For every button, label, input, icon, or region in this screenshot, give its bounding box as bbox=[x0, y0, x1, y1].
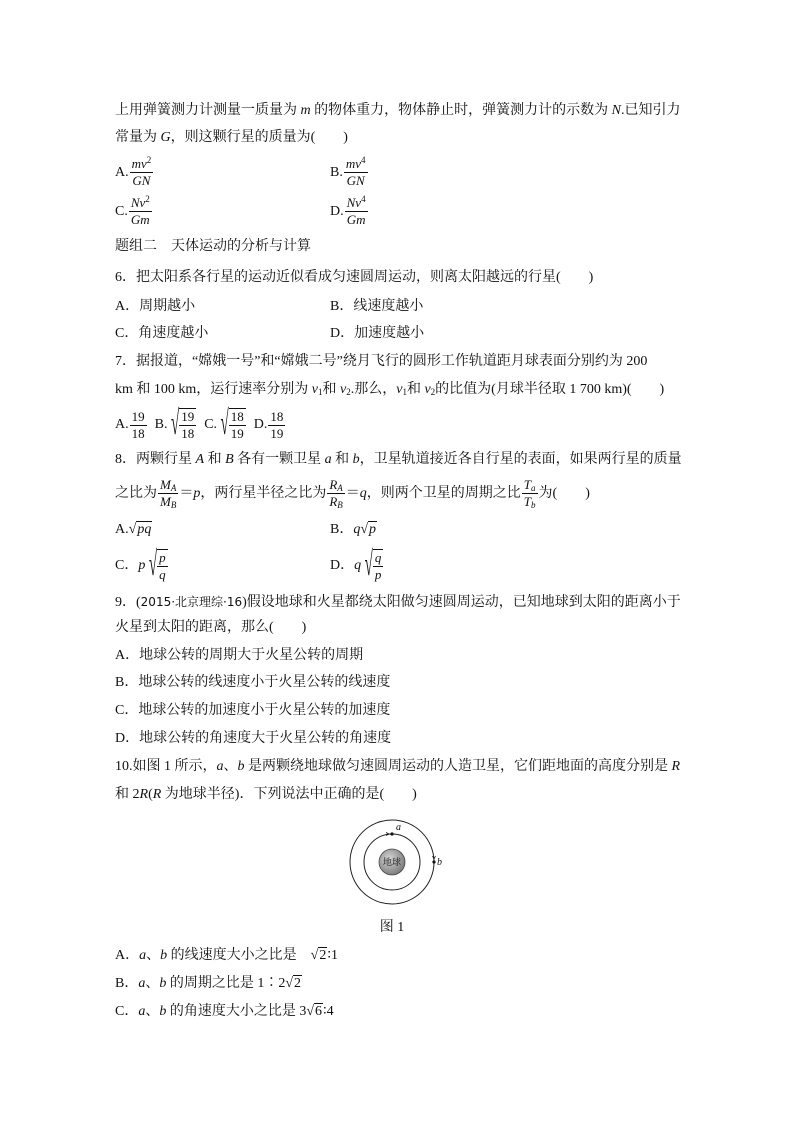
q5-option-a bbox=[115, 153, 154, 193]
q8-stem-line-1 bbox=[115, 450, 682, 470]
radical-sign: √ bbox=[285, 976, 294, 991]
q8-text: ，卫星轨道接近各自行星的表面，如果两行星的质量 bbox=[359, 452, 682, 467]
q9-source: 2015·北京理综·16 bbox=[140, 595, 243, 609]
coefficient: q bbox=[353, 522, 361, 537]
q7-var-v: v bbox=[396, 382, 403, 397]
numerator: 18 bbox=[230, 409, 244, 424]
option-label: A． bbox=[115, 948, 140, 963]
q8-option-d bbox=[330, 546, 384, 586]
fraction bbox=[130, 156, 154, 189]
q7-var-v: v bbox=[424, 382, 431, 397]
q5-option-d bbox=[330, 192, 369, 232]
option-label: A. bbox=[115, 522, 129, 537]
q10-option-b bbox=[115, 974, 302, 994]
equals: ＝ bbox=[345, 486, 360, 501]
option-text: 的角速度大小之比是 3 bbox=[166, 1004, 307, 1019]
q7-var-v: v bbox=[311, 382, 318, 397]
q6-option-d: D．加速度越小 bbox=[330, 326, 425, 341]
q6-stem: 6．把太阳系各行星的运动近似看成匀速圆周运动，则离太阳越远的行星( ) bbox=[115, 270, 594, 285]
q10-text: 是两颗绕地球做匀速圆周运动的人造卫星，它们距地面的高度分别是 bbox=[244, 759, 672, 774]
q7-stem-line-2 bbox=[115, 380, 664, 400]
q7-text: 和 bbox=[406, 382, 425, 397]
radical-sign: √ bbox=[364, 547, 373, 585]
numerator-text: Nv bbox=[346, 195, 362, 211]
radicand-fraction bbox=[373, 549, 384, 583]
numerator: 19 bbox=[181, 409, 195, 424]
option-label: B． bbox=[115, 976, 139, 991]
equals: ＝ bbox=[179, 486, 194, 501]
q10-text: 10.如图 1 所示， bbox=[115, 759, 217, 774]
numerator-var: M bbox=[160, 477, 171, 493]
q5-var-g: G bbox=[160, 130, 171, 145]
numerator bbox=[345, 195, 368, 212]
q8-var-p: p bbox=[193, 486, 201, 501]
q10-var-a: a bbox=[216, 759, 224, 774]
denominator-var: R bbox=[329, 494, 338, 510]
numerator-sub: A bbox=[170, 483, 177, 494]
denominator-var: T bbox=[523, 494, 532, 510]
q7-text: 和 bbox=[322, 382, 340, 397]
radicand: 2 bbox=[319, 948, 327, 963]
q10-option-a bbox=[115, 946, 338, 966]
q5-text: .已知引力 bbox=[620, 103, 681, 118]
exponent: 2 bbox=[146, 155, 152, 166]
q5-stem-line-2 bbox=[115, 128, 348, 148]
numerator-text: mv bbox=[131, 156, 147, 172]
q7-option-a-label: A. bbox=[115, 417, 129, 433]
denominator bbox=[158, 494, 178, 510]
numerator bbox=[129, 195, 152, 212]
q9-option-d: D．地球公转的角速度大于火星公转的角速度 bbox=[115, 731, 392, 746]
numerator bbox=[344, 156, 368, 173]
numerator bbox=[522, 477, 538, 494]
option-text: 的线速度大小之比是 bbox=[167, 948, 311, 963]
var-b: b bbox=[160, 948, 168, 963]
radical-sign: √ bbox=[360, 522, 369, 537]
denominator: Gm bbox=[130, 212, 150, 228]
q8-text: ，则两个卫星的周期之比 bbox=[366, 486, 521, 501]
denominator: q bbox=[159, 567, 166, 582]
q8-var: a bbox=[324, 452, 332, 467]
var-a: a bbox=[138, 976, 146, 991]
q9-stem-line-2: 火星到太阳的距离，那么( ) bbox=[115, 620, 307, 635]
exponent: 4 bbox=[361, 155, 366, 166]
option-label: D． bbox=[330, 558, 355, 574]
option-label: A. bbox=[115, 165, 129, 180]
q10-var-b: b bbox=[237, 759, 245, 774]
q10-text: ( bbox=[148, 787, 153, 802]
numerator-text: mv bbox=[345, 156, 362, 172]
var-b: b bbox=[159, 976, 167, 991]
q8-var-q: q bbox=[359, 486, 367, 501]
q7-option-a-fraction bbox=[130, 409, 147, 442]
radical-sign: √ bbox=[220, 406, 229, 444]
denominator-sub: B bbox=[170, 500, 177, 511]
option-tail: ∶1 bbox=[327, 948, 338, 963]
q10-var-r: R bbox=[152, 787, 162, 802]
radical-sign: √ bbox=[148, 547, 158, 585]
period-ratio-fraction bbox=[522, 477, 538, 510]
satellite-a-label: a bbox=[396, 822, 401, 833]
denominator: p bbox=[374, 567, 382, 582]
fraction bbox=[344, 156, 368, 189]
q8-var: A bbox=[195, 452, 205, 467]
figure-caption: 图 1 bbox=[379, 920, 405, 935]
option-label: C. bbox=[115, 204, 128, 219]
denominator-sub: B bbox=[337, 500, 343, 511]
denominator: 19 bbox=[230, 426, 244, 441]
satellite-orbit-figure bbox=[342, 812, 452, 912]
q9-text: 9．( bbox=[115, 595, 141, 610]
q5-text: ，则这颗行星的质量为( ) bbox=[170, 130, 348, 145]
q7-subscript: 1 bbox=[318, 387, 323, 397]
q7-option-c-fraction bbox=[229, 408, 246, 442]
coefficient: p bbox=[138, 558, 146, 574]
q10-stem-line-2 bbox=[115, 785, 417, 805]
q8-stem-line-2 bbox=[115, 474, 590, 514]
q8-option-c bbox=[115, 546, 169, 586]
radicand: pq bbox=[137, 522, 152, 537]
separator: 、 bbox=[145, 976, 160, 991]
q10-option-c bbox=[115, 1002, 334, 1022]
q8-text: 8．两颗行星 bbox=[115, 452, 196, 467]
option-label: D. bbox=[330, 204, 344, 219]
option-tail: ∶4 bbox=[323, 1004, 334, 1019]
q10-var-r: R bbox=[139, 787, 149, 802]
q7-options-row bbox=[115, 405, 286, 445]
numerator bbox=[130, 156, 154, 173]
q9-option-b: B．地球公转的线速度小于火星公转的线速度 bbox=[115, 675, 391, 690]
fraction bbox=[129, 195, 152, 228]
q10-var-r: R bbox=[671, 759, 681, 774]
radicand: p bbox=[369, 522, 377, 537]
radius-ratio-fraction bbox=[327, 477, 344, 510]
coefficient: q bbox=[354, 558, 362, 574]
q5-var-m: m bbox=[300, 103, 311, 118]
q8-var: b bbox=[352, 452, 360, 467]
numerator-sub: a bbox=[531, 483, 536, 494]
q7-subscript: 2 bbox=[346, 387, 351, 397]
var-a: a bbox=[138, 1004, 146, 1019]
q8-text: ，两行星半径之比为 bbox=[200, 486, 327, 501]
numerator-var: R bbox=[329, 477, 338, 493]
q7-subscript: 1 bbox=[402, 387, 407, 397]
exponent: 2 bbox=[145, 194, 150, 205]
denominator: 19 bbox=[270, 425, 284, 441]
q8-option-a bbox=[115, 520, 152, 540]
radical-sign: √ bbox=[170, 406, 180, 444]
numerator: q bbox=[374, 550, 382, 565]
q9-option-c: C．地球公转的加速度小于火星公转的加速度 bbox=[115, 703, 391, 718]
var-a: a bbox=[139, 948, 147, 963]
q7-var-v: v bbox=[340, 382, 347, 397]
q5-stem-line-1 bbox=[115, 101, 680, 121]
radicand-fraction bbox=[157, 549, 168, 583]
q8-text: 各有一颗卫星 bbox=[233, 452, 325, 467]
q9-option-a: A．地球公转的周期大于火星公转的周期 bbox=[115, 648, 364, 663]
fraction bbox=[345, 195, 368, 228]
q5-option-b bbox=[330, 153, 369, 193]
separator: 、 bbox=[146, 948, 161, 963]
q6-option-a: A．周期越小 bbox=[115, 299, 196, 314]
denominator-sub: b bbox=[531, 500, 536, 511]
numerator-sub: A bbox=[337, 483, 343, 494]
q7-option-b-label: B. bbox=[154, 417, 168, 433]
q7-subscript: 2 bbox=[430, 387, 436, 397]
q7-text: km 和 100 km，运行速率分别为 bbox=[115, 382, 312, 397]
q8-text: 为( ) bbox=[538, 486, 590, 501]
q8-text: 和 bbox=[331, 452, 353, 467]
earth-label: 地球 bbox=[382, 858, 402, 868]
denominator: 18 bbox=[131, 425, 145, 441]
q5-text: 常量为 bbox=[115, 130, 161, 145]
numerator-var: T bbox=[523, 477, 532, 493]
q7-option-d-label: D. bbox=[253, 417, 268, 433]
denominator: GN bbox=[346, 173, 365, 189]
radical-sign: √ bbox=[306, 1004, 315, 1019]
q8-var: B bbox=[225, 452, 234, 467]
q5-var-n: N bbox=[611, 103, 621, 118]
q7-text: 的比值为(月球半径取 1 700 km)( ) bbox=[435, 382, 665, 397]
q7-text: .那么， bbox=[350, 382, 397, 397]
q8-text: 之比为 bbox=[115, 486, 157, 501]
q7-option-b-fraction bbox=[179, 408, 196, 442]
mass-ratio-fraction bbox=[158, 477, 178, 510]
q10-text: 、 bbox=[223, 759, 238, 774]
q10-text: 和 2 bbox=[115, 787, 140, 802]
numerator: p bbox=[159, 550, 166, 565]
radicand: 6 bbox=[315, 1004, 323, 1019]
q10-stem-line-1 bbox=[115, 757, 680, 777]
q5-text: 上用弹簧测力计测量一质量为 bbox=[115, 103, 301, 118]
q5-text: 的物体重力，物体静止时，弹簧测力计的示数为 bbox=[310, 103, 612, 118]
denominator: GN bbox=[132, 173, 151, 189]
q9-text: )假设地球和火星都绕太阳做匀速圆周运动，已知地球到太阳的距离小于 bbox=[242, 595, 681, 610]
q7-stem-line-1: 7．据报道，“嫦娥一号”和“嫦娥二号”绕月飞行的圆形工作轨道距月球表面分别约为 200 bbox=[115, 354, 648, 369]
radical-sign: √ bbox=[310, 948, 319, 963]
satellite-a bbox=[390, 832, 393, 835]
q9-stem-line-1 bbox=[115, 592, 681, 612]
option-label: C． bbox=[115, 558, 139, 574]
exponent: 4 bbox=[361, 194, 366, 205]
numerator: 18 bbox=[270, 408, 284, 424]
denominator bbox=[522, 494, 538, 510]
numerator bbox=[158, 477, 178, 494]
numerator bbox=[327, 477, 344, 494]
radical-sign: √ bbox=[128, 522, 137, 537]
satellite-b bbox=[432, 860, 435, 863]
q8-text: 和 bbox=[204, 452, 226, 467]
numerator-text: Nv bbox=[130, 195, 146, 211]
denominator bbox=[327, 494, 344, 510]
separator: 、 bbox=[145, 1004, 160, 1019]
q7-option-c-label: C. bbox=[204, 417, 218, 433]
option-label: B． bbox=[330, 522, 354, 537]
option-text: 的周期之比是 1∶2 bbox=[166, 976, 286, 991]
denominator-var: M bbox=[160, 494, 171, 510]
q6-option-c: C．角速度越小 bbox=[115, 326, 209, 341]
section-title: 题组二 天体运动的分析与计算 bbox=[115, 239, 311, 254]
satellite-b-label: b bbox=[437, 857, 442, 868]
numerator: 19 bbox=[131, 408, 145, 424]
q10-text: 为地球半径)．下列说法中正确的是( ) bbox=[161, 787, 417, 802]
denominator: 18 bbox=[181, 426, 195, 441]
q5-option-c bbox=[115, 192, 153, 232]
option-label: B. bbox=[330, 165, 343, 180]
denominator: Gm bbox=[346, 212, 366, 228]
q6-option-b: B．线速度越小 bbox=[330, 299, 424, 314]
var-b: b bbox=[159, 1004, 167, 1019]
q7-option-d-fraction bbox=[268, 409, 285, 442]
radicand: 2 bbox=[294, 976, 302, 991]
option-label: C． bbox=[115, 1004, 139, 1019]
